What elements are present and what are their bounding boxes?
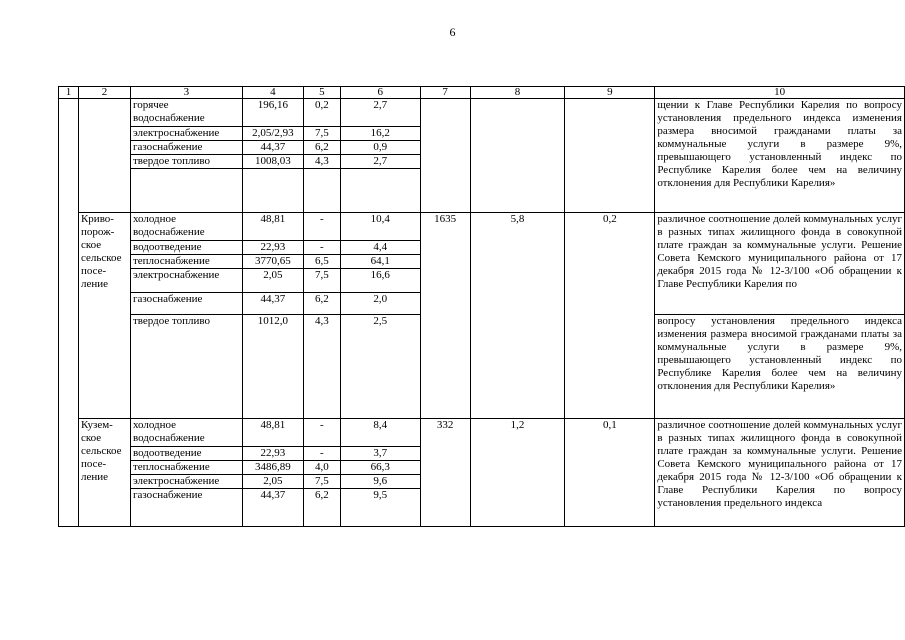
share-cell: 3,7 <box>340 447 420 461</box>
index-cell: - <box>303 419 340 447</box>
deviation-cell: 0,2 <box>565 213 655 419</box>
header-row <box>59 87 905 99</box>
population-cell: 332 <box>420 419 470 527</box>
share-cell: 66,3 <box>340 461 420 475</box>
tariff-cell: 2,05 <box>242 269 303 293</box>
service-cell: твердое топливо <box>130 155 242 169</box>
tariff-cell: 48,81 <box>242 213 303 241</box>
justification-cell: вопросу установления предельного индекса изменения размера вносимой гражданами платы за коммунальные услуги в размере 9%, превышающего установленный индекс по Республике Карелия более чем на величину отклонения для Республики Карелия» <box>655 315 905 419</box>
header-cell: 3 <box>130 87 242 99</box>
share-cell: 0,9 <box>340 141 420 155</box>
tariff-cell: 3770,65 <box>242 255 303 269</box>
tariff-cell: 44,37 <box>242 293 303 315</box>
service-cell: водоотведение <box>130 447 242 461</box>
population-cell <box>420 99 470 213</box>
tariff-cell: 22,93 <box>242 447 303 461</box>
share-cell: 8,4 <box>340 419 420 447</box>
justification-cell: различное соотношение долей коммунальных услуг в разных типах жилищного фонда в совокупной плате граждан за коммунальные услуги. Решение Совета Кемского муниципального района от 17 декабря 2015 года № 12-3/100 «Об обращении к Главе Республики Карелия по <box>655 213 905 315</box>
row-number-cell <box>59 99 79 527</box>
page-number: 6 <box>449 25 456 39</box>
header-cell: 10 <box>655 87 905 99</box>
index-cell: 4,3 <box>303 155 340 169</box>
tariff-cell: 3486,89 <box>242 461 303 475</box>
tariff-cell: 1012,0 <box>242 315 303 419</box>
share-cell: 2,7 <box>340 155 420 169</box>
index-cell: 7,5 <box>303 269 340 293</box>
settlement-cell: Криво-порож-ское сельское посе-ление <box>78 213 130 419</box>
service-cell: холодное водоснабжение <box>130 213 242 241</box>
share-cell: 4,4 <box>340 241 420 255</box>
share-cell: 2,7 <box>340 99 420 127</box>
service-cell: теплоснабжение <box>130 461 242 475</box>
justification-cell: щении к Главе Республики Карелия по вопросу установления предельного индекса изменения размера вносимой гражданами платы за коммунальные услуги в размере 9%, превышающего установленный индекс по Республике Карелия более чем на величину отклонения для Республики Карелия» <box>655 99 905 213</box>
tariff-cell: 22,93 <box>242 241 303 255</box>
percent-cell <box>470 99 565 213</box>
percent-cell: 1,2 <box>470 419 565 527</box>
header-cell: 7 <box>420 87 470 99</box>
header-cell: 6 <box>340 87 420 99</box>
index-cell: 7,5 <box>303 475 340 489</box>
share-cell: 9,5 <box>340 489 420 527</box>
tariff-cell: 2,05 <box>242 475 303 489</box>
tariff-cell: 1008,03 <box>242 155 303 169</box>
share-cell: 16,2 <box>340 127 420 141</box>
share-cell: 2,5 <box>340 315 420 419</box>
deviation-cell <box>565 99 655 213</box>
share-cell <box>340 169 420 213</box>
table-row <box>59 419 905 447</box>
service-cell: горячее водоснабжение <box>130 99 242 127</box>
service-cell: теплоснабжение <box>130 255 242 269</box>
justification-cell: различное соотношение долей коммунальных услуг в разных типах жилищного фонда в совокупной плате граждан за коммунальные услуги. Решение Совета Кемского муниципального района от 17 декабря 2015 года № 12-3/100 «Об обращении к Главе Республики Карелия по вопросу установления предельного индекса <box>655 419 905 527</box>
service-cell <box>130 169 242 213</box>
index-cell: - <box>303 213 340 241</box>
percent-cell: 5,8 <box>470 213 565 419</box>
service-cell: твердое топливо <box>130 315 242 419</box>
tariff-cell <box>242 169 303 213</box>
tariff-cell: 196,16 <box>242 99 303 127</box>
header-cell: 1 <box>59 87 79 99</box>
tariff-cell: 44,37 <box>242 489 303 527</box>
tariff-cell: 2,05/2,93 <box>242 127 303 141</box>
index-cell: 7,5 <box>303 127 340 141</box>
share-cell: 9,6 <box>340 475 420 489</box>
index-cell: - <box>303 447 340 461</box>
header-cell: 9 <box>565 87 655 99</box>
share-cell: 2,0 <box>340 293 420 315</box>
settlement-cell: Кузем-ское сельское посе-ление <box>78 419 130 527</box>
service-cell: холодное водоснабжение <box>130 419 242 447</box>
deviation-cell: 0,1 <box>565 419 655 527</box>
share-cell: 16,6 <box>340 269 420 293</box>
index-cell: - <box>303 241 340 255</box>
service-cell: газоснабжение <box>130 293 242 315</box>
table-row <box>59 99 905 127</box>
share-cell: 64,1 <box>340 255 420 269</box>
settlement-cell <box>78 99 130 213</box>
service-cell: газоснабжение <box>130 141 242 155</box>
header-cell: 8 <box>470 87 565 99</box>
index-cell: 6,2 <box>303 489 340 527</box>
service-cell: газоснабжение <box>130 489 242 527</box>
index-cell: 0,2 <box>303 99 340 127</box>
index-cell: 6,2 <box>303 141 340 155</box>
population-cell: 1635 <box>420 213 470 419</box>
service-cell: электроснабжение <box>130 475 242 489</box>
index-cell: 4,3 <box>303 315 340 419</box>
header-cell: 4 <box>242 87 303 99</box>
tariff-cell: 48,81 <box>242 419 303 447</box>
table-row <box>59 213 905 241</box>
tariff-cell: 44,37 <box>242 141 303 155</box>
index-cell <box>303 169 340 213</box>
index-cell: 4,0 <box>303 461 340 475</box>
index-cell: 6,2 <box>303 293 340 315</box>
service-cell: водоотведение <box>130 241 242 255</box>
index-cell: 6,5 <box>303 255 340 269</box>
service-cell: электроснабжение <box>130 127 242 141</box>
service-cell: электроснабжение <box>130 269 242 293</box>
header-cell: 2 <box>78 87 130 99</box>
header-cell: 5 <box>303 87 340 99</box>
share-cell: 10,4 <box>340 213 420 241</box>
tariff-table <box>58 86 905 527</box>
